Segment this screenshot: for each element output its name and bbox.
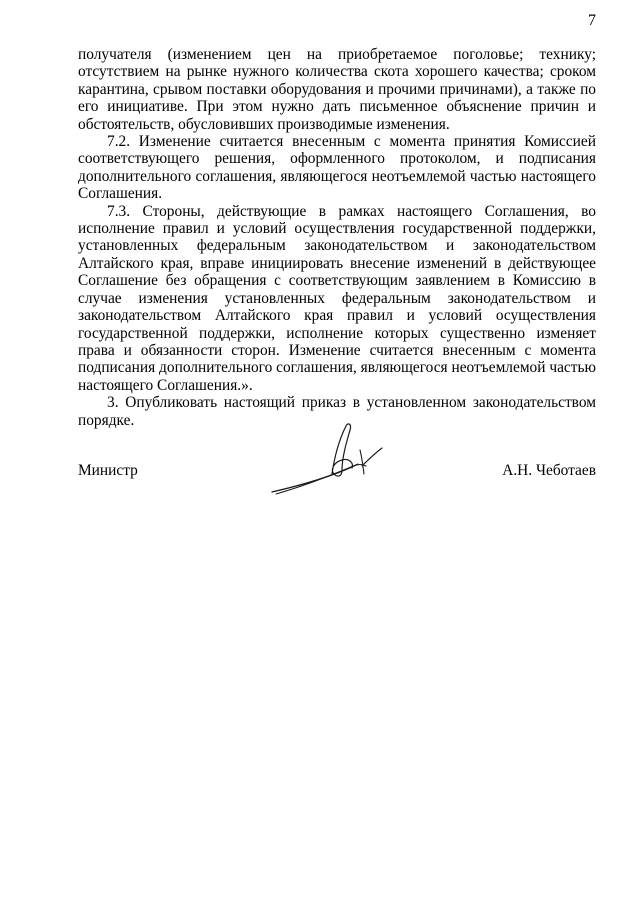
paragraph-3-publish: 3. Опубликовать настоящий приказ в установленном законодательством порядке. [78,394,596,429]
paragraph-changes-reasons: получателя (изменением цен на приобретаемое поголовье; технику; отсутствием на рынке нужного количества скота хорошего качества; сроком карантина, срывом поставки оборудования и прочими причинами), а также по его инициативе. При этом нужно дать письменное объяснение причин и обстоятельств, обусловивших производимые изменения. [78,46,596,133]
paragraph-7-3: 7.3. Стороны, действующие в рамках настоящего Соглашения, во исполнение правил и условий осуществления государственной поддержки, установленных федеральным законодательством и законодательством Алтайского края, вправе инициировать внесение изменений в действующее Соглашение без обращения с соответствующим заявлением в Комиссию в случае изменения установленных федеральным законодательством и законодательством Алтайского края правил и условий осуществления государственной поддержки, исполнение которых существенно изменяет права и обязанности сторон. Изменение считается внесенным с момента подписания дополнительного соглашения, являющегося неотъемлемой частью настоящего Соглашения.». [78,202,596,394]
paragraph-7-2: 7.2. Изменение считается внесенным с момента принятия Комиссией соответствующего решения, оформленного протоколом, и подписания дополнительного соглашения, являющегося неотъемлемой частью настоящего Соглашения. [78,133,596,203]
handwritten-signature [268,420,388,500]
document-body [78,46,596,429]
page-number: 7 [588,12,596,29]
signer-title: Министр [78,462,138,479]
signature-block [78,462,596,484]
signer-name: А.Н. Чеботаев [502,462,596,479]
